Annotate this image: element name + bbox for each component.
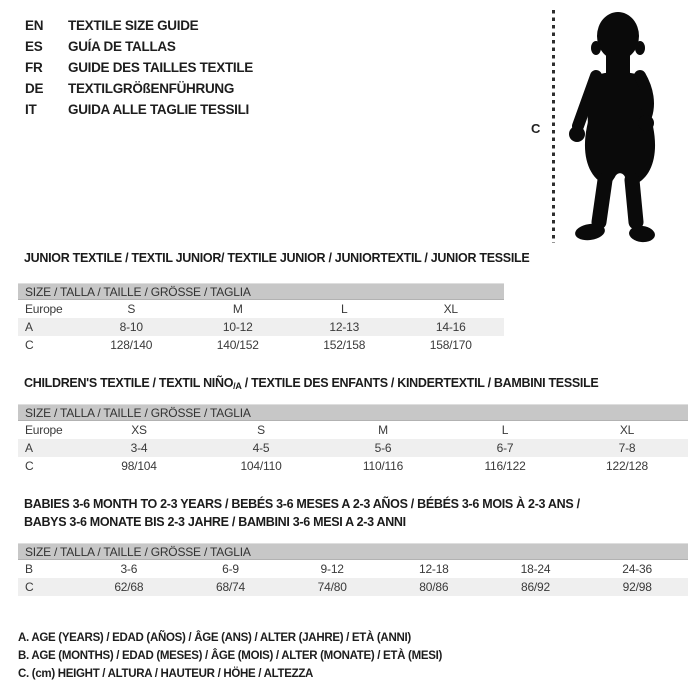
language-row <box>25 36 253 57</box>
cell: 4-5 <box>252 441 270 455</box>
cell: L <box>501 423 509 437</box>
cell: 140/152 <box>216 338 259 352</box>
language-list <box>25 15 253 120</box>
language-title: GUÍA DE TALLAS <box>68 39 176 54</box>
cell: 3-4 <box>130 441 148 455</box>
language-row <box>25 99 253 120</box>
language-code: IT <box>25 102 37 117</box>
language-title: GUIDA ALLE TAGLIE TESSILI <box>68 102 249 117</box>
language-row <box>25 15 253 36</box>
table-row <box>18 560 688 578</box>
babies-table-title <box>24 495 580 531</box>
footnote-c: C. (cm) HEIGHT / ALTURA / HAUTEUR / HÖHE / ALTEZZA <box>18 668 314 680</box>
language-code: DE <box>25 81 44 96</box>
row-label: B <box>25 562 33 576</box>
cell: M <box>232 302 243 316</box>
children-table-title <box>24 376 598 391</box>
cell: 116/122 <box>484 459 526 473</box>
row-label: A <box>25 320 33 334</box>
size-header-bar: SIZE / TALLA / TAILLE / GRÖSSE / TAGLIA <box>18 404 688 421</box>
height-measure-label: C <box>531 121 541 136</box>
babies-title-line2: BABYS 3-6 MONATE BIS 2-3 JAHRE / BAMBINI 3-6 MESI A 2-3 ANNI <box>24 515 406 529</box>
cell: 12-18 <box>418 562 449 576</box>
children-title-subscript: /A <box>233 381 242 391</box>
table-row <box>18 439 688 457</box>
table-row <box>18 300 504 318</box>
cell: 80/86 <box>419 580 449 594</box>
cell: 10-12 <box>222 320 253 334</box>
cell: 122/128 <box>606 459 648 473</box>
children-size-table <box>18 404 688 475</box>
row-label: C <box>25 459 34 473</box>
cell: 152/158 <box>323 338 366 352</box>
row-label: C <box>25 580 34 594</box>
cell: 12-13 <box>329 320 360 334</box>
babies-size-table <box>18 543 688 596</box>
cell: M <box>378 423 388 437</box>
junior-size-table <box>18 283 504 354</box>
children-title-suffix: / TEXTILE DES ENFANTS / KINDERTEXTIL / BAMBINI TESSILE <box>241 376 599 390</box>
language-title: TEXTILE SIZE GUIDE <box>68 18 199 33</box>
language-title: GUIDE DES TAILLES TEXTILE <box>68 60 254 75</box>
height-measure-line <box>552 10 555 243</box>
cell: 6-7 <box>496 441 514 455</box>
cell: 74/80 <box>317 580 347 594</box>
cell: 68/74 <box>215 580 245 594</box>
size-header-bar: SIZE / TALLA / TAILLE / GRÖSSE / TAGLIA <box>18 543 688 560</box>
cell: 14-16 <box>435 320 466 334</box>
cell: 128/140 <box>110 338 153 352</box>
cell: 7-8 <box>618 441 636 455</box>
table-row <box>18 457 688 475</box>
baby-silhouette-icon <box>565 8 665 244</box>
cell: XL <box>443 302 458 316</box>
cell: S <box>127 302 136 316</box>
size-header-bar: SIZE / TALLA / TAILLE / GRÖSSE / TAGLIA <box>18 283 504 300</box>
cell: 86/92 <box>520 580 550 594</box>
language-row <box>25 57 253 78</box>
footnote-b: B. AGE (MONTHS) / EDAD (MESES) / ÂGE (MOIS) / ALTER (MONATE) / ETÀ (MESI) <box>18 650 443 662</box>
cell: 104/110 <box>240 459 282 473</box>
cell: 62/68 <box>114 580 144 594</box>
babies-title-line1: BABIES 3-6 MONTH TO 2-3 YEARS / BEBÉS 3-6 MESES A 2-3 AÑOS / BÉBÉS 3-6 MOIS À 2-3 ANS / <box>24 497 580 511</box>
row-label: C <box>25 338 34 352</box>
footnotes <box>18 629 442 683</box>
cell: 6-9 <box>222 562 239 576</box>
table-row <box>18 421 688 439</box>
language-code: FR <box>25 60 43 75</box>
row-label: Europe <box>25 423 63 437</box>
cell: 5-6 <box>374 441 392 455</box>
cell: 158/170 <box>429 338 472 352</box>
cell: 110/116 <box>362 459 404 473</box>
language-row <box>25 78 253 99</box>
junior-table-title: JUNIOR TEXTILE / TEXTIL JUNIOR/ TEXTILE JUNIOR / JUNIORTEXTIL / JUNIOR TESSILE <box>24 251 530 265</box>
cell: L <box>341 302 348 316</box>
cell: 18-24 <box>520 562 551 576</box>
row-label: Europe <box>25 302 63 316</box>
cell: 9-12 <box>320 562 344 576</box>
table-row <box>18 578 688 596</box>
cell: 8-10 <box>119 320 143 334</box>
cell: 92/98 <box>622 580 652 594</box>
cell: 24-36 <box>622 562 652 576</box>
cell: XL <box>619 423 635 437</box>
cell: S <box>257 423 265 437</box>
children-title-prefix: CHILDREN'S TEXTILE / TEXTIL NIÑO <box>24 376 234 390</box>
table-row <box>18 336 504 354</box>
cell: 3-6 <box>120 562 138 576</box>
cell: XS <box>131 423 147 437</box>
row-label: A <box>25 441 33 455</box>
cell: 98/104 <box>121 459 157 473</box>
baby-silhouette-shape <box>569 12 656 243</box>
footnote-a: A. AGE (YEARS) / EDAD (AÑOS) / ÂGE (ANS) / ALTER (JAHRE) / ETÀ (ANNI) <box>18 632 411 644</box>
language-title: TEXTILGRÖßENFÜHRUNG <box>68 81 235 96</box>
language-code: ES <box>25 39 43 54</box>
table-row <box>18 318 504 336</box>
language-code: EN <box>25 18 44 33</box>
